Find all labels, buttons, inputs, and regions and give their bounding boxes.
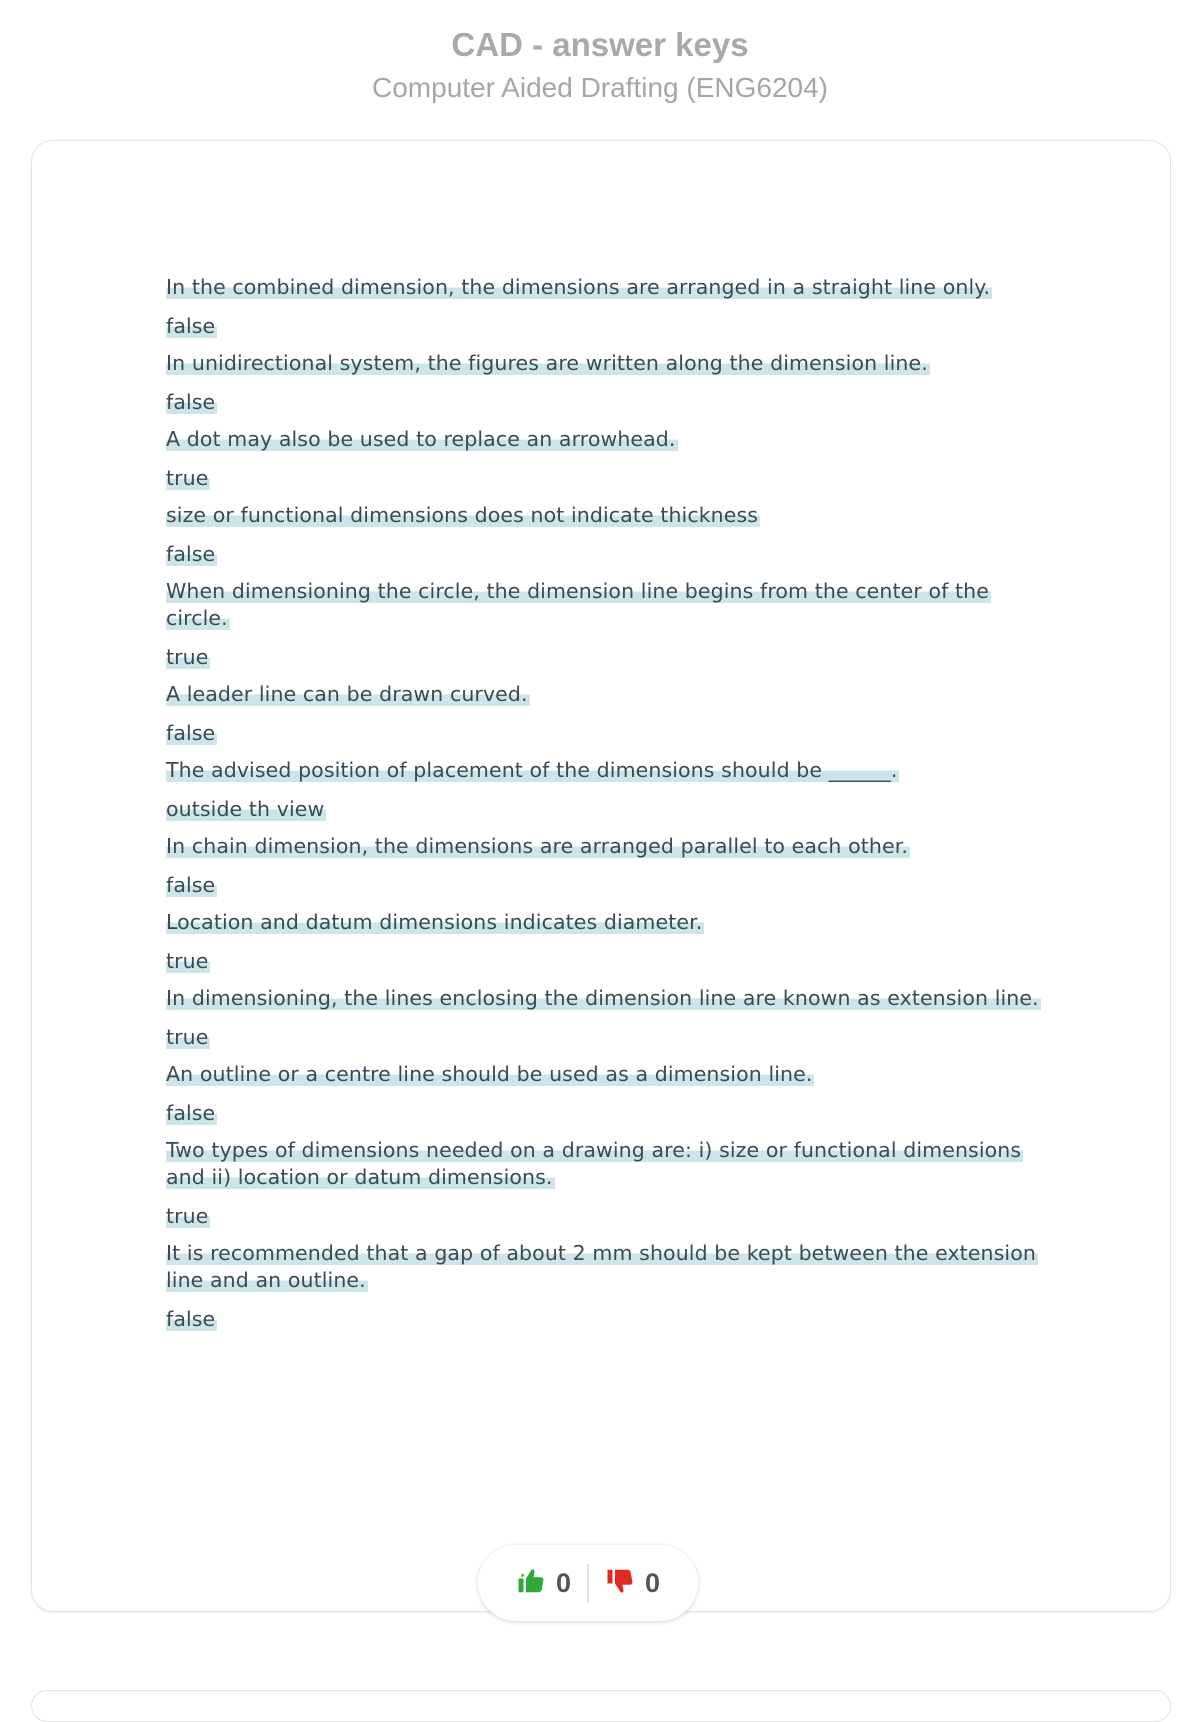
question-text: A dot may also be used to replace an arrowhead. [166, 427, 676, 451]
question-text: In the combined dimension, the dimensions are arranged in a straight line only. [166, 275, 991, 299]
vote-widget [478, 1545, 698, 1621]
next-card-edge [31, 1690, 1171, 1722]
question-text: Location and datum dimensions indicates diameter. [166, 910, 703, 934]
answer-text: false [166, 1307, 216, 1331]
thumbs-up-icon [516, 1566, 546, 1600]
question-text: size or functional dimensions does not indicate thickness [166, 503, 759, 527]
question-text: An outline or a centre line should be used as a dimension line. [166, 1062, 813, 1086]
question-text: In dimensioning, the lines enclosing the dimension line are known as extension line. [166, 986, 1039, 1010]
question-text: In unidirectional system, the figures are written along the dimension line. [166, 351, 928, 375]
question-text: A leader line can be drawn curved. [166, 682, 528, 706]
thumbs-down-icon [605, 1566, 635, 1600]
upvote-count: 0 [555, 1567, 571, 1598]
answer-text: false [166, 721, 216, 745]
answer-text: true [166, 1204, 209, 1228]
question-text: When dimensioning the circle, the dimension line begins from the center of the circle. [166, 579, 989, 630]
downvote-button[interactable] [589, 1566, 676, 1600]
answer-text: true [166, 466, 209, 490]
qa-list [166, 274, 1046, 1343]
answer-text: false [166, 1101, 216, 1125]
downvote-count: 0 [645, 1567, 661, 1598]
question-text: The advised position of placement of the dimensions should be ______. [166, 758, 898, 782]
upvote-button[interactable] [500, 1566, 587, 1600]
page-title: CAD - answer keys [451, 26, 749, 63]
answer-text: false [166, 314, 216, 338]
answer-text: true [166, 645, 209, 669]
question-text: It is recommended that a gap of about 2 mm should be kept between the extension line and an outline. [166, 1241, 1036, 1292]
question-text: Two types of dimensions needed on a drawing are: i) size or functional dimensions and ii) location or datum dimensions. [166, 1138, 1022, 1189]
answer-text: outside th view [166, 797, 325, 821]
question-text: In chain dimension, the dimensions are arranged parallel to each other. [166, 834, 908, 858]
answer-text: false [166, 390, 216, 414]
page-header [0, 22, 1200, 108]
answer-text: true [166, 1025, 209, 1049]
course-subtitle: Computer Aided Drafting (ENG6204) [372, 72, 828, 103]
answer-text: false [166, 542, 216, 566]
answer-text: false [166, 873, 216, 897]
answer-text: true [166, 949, 209, 973]
